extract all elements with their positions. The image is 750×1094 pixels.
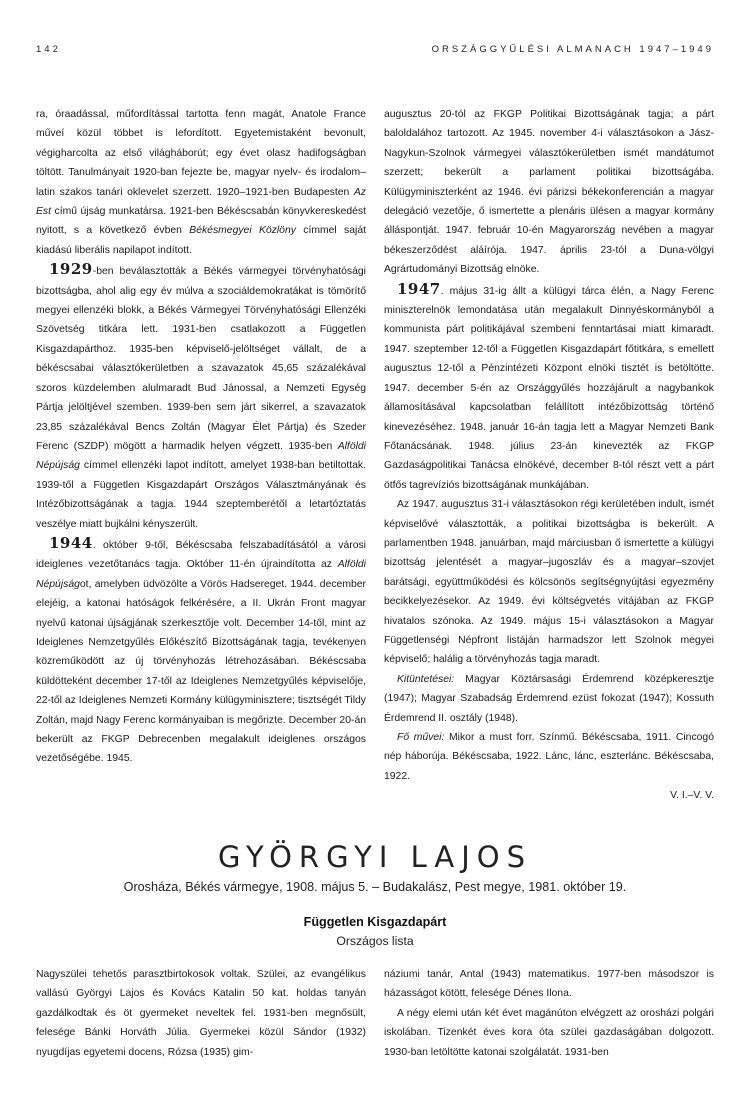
entry-name: GYÖRGYI LAJOS — [217, 840, 533, 874]
works-label: Fő művei: — [397, 732, 445, 743]
page-number: 142 — [36, 44, 61, 55]
running-title: ORSZÁGGYŰLÉSI ALMANACH 1947–1949 — [431, 44, 714, 55]
awards-paragraph — [384, 670, 714, 728]
entry-list: Országos lista — [336, 934, 414, 948]
newspaper-title: Az Est — [36, 186, 366, 218]
right-column-bottom — [384, 965, 714, 1062]
paragraph — [36, 105, 366, 260]
author-signature: V. I.–V. V. — [670, 790, 714, 802]
right-column-top — [384, 105, 714, 806]
left-column-top — [36, 105, 366, 769]
year-marker: 1944 — [49, 533, 93, 552]
paragraph — [36, 260, 366, 534]
text-run: Magyar Köztársasági Érdemrend középkeresztje (1947); Magyar Szabadság Érdemrend ezüst fokozat (1947); Kossuth Érdemrend II. osztály (1948). — [384, 673, 714, 724]
entry-party: Független Kisgazdapárt — [303, 915, 447, 929]
text-run: Mikor a must forr. Színmű. Békéscsaba, 1911. Cincogó nép háborúja. Békéscsaba, 1922. Lánc, lánc, eszterlánc. Békéscsaba, 1922. — [384, 732, 714, 782]
text-run: című újság munkatársa. 1921-ben Békéscsabán könyvkereskedést nyitott, s a következő évben — [36, 206, 366, 237]
paragraph — [384, 280, 714, 495]
newspaper-title: Alföldi Népújság — [36, 559, 366, 590]
paragraph: A négy elemi után két évet magánúton elvégzett az orosházi polgári iskolában. Tizenkét éves kora óta szülei gazdaságában dolgozott. 1930-ban letöltötte katonai szolgálatát. 1931-ben — [384, 1007, 714, 1058]
paragraph: augusztus 20-tól az FKGP Politikai Bizottságának tagja; a párt baloldalához tartozott. Az 1945. november 4-i választásokon a Jász-Nagykun-Szolnok vármegyei választókerületben ismét mandátumot szerzett; bekerült a parlament politikai bizottságába. Külügyminiszterként az 1946. évi párizsi békekonferencián a magyar delegáció vezetője, ő ismertette a plenáris ülésen a magyar kormány álláspontját. 1947. február 10-én Magyarország nevében a magyar békeszerződést aláírója. 1947. április 23-tól a Duna-völgyi Agrártudományi Bizottság elnöke. — [384, 109, 714, 276]
text-run: ra, óraadással, műfordítással tartotta fenn magát, Anatole France műveí közül többet is lefordított. Egyetemistaként bevonult, végigharcolta az első világháborút; egy évet olasz hadifogságban töltött. Tanulmányait 1920-ban fejezte be, magyar nyelv- és irodalom–latin szakos tanári oklevelet szerzett. 1920–1921-ben Budapesten — [36, 109, 366, 198]
paragraph: náziumi tanár, Antal (1943) matematikus. 1977-ben másodszor is házasságot kötött, felesége Dénes Ilona. — [384, 969, 714, 1000]
paragraph: Az 1947. augusztus 31-i választásokon régi kerületében indult, ismét képviselővé választották, a politikai bizottságba is bekerült. A parlamentben 1948. januárban, majd márciusban ő ismertette a külügyi bizottság jelentését a magyar–jugoszláv és a magyar–szovjet barátsági, együttműködési és kölcsönös segítségnyújtási egyezmény becikkelyezésekor. Az 1949. évi költségvetés vitájában az FKGP hivatalos szónoka. Az 1949. május 15-i választásokon a Magyar Függetlenségi Népfront listáján harmadszor lett Szolnok megyei képviselő; halálig a törvényhozás tagja maradt. — [384, 499, 714, 666]
paragraph: Nagyszülei tehetős parasztbirtokosok voltak. Szülei, az evangélikus vallású Györgyi Lajos és Kovács Katalin 50 kat. holdas tanyán gazdálkodtak és öt gyermeket neveltek fel. 1931-ben megnősült, felesége Bánki Horváth Júlia. Gyermekei közül Sándor (1932) nyugdíjas egyetemi docens, Rózsa (1935) gim- — [36, 969, 366, 1058]
text-run: címmel saját kiadású liberális napilapot indított. — [36, 225, 366, 256]
running-head — [36, 44, 714, 55]
newspaper-title: Alföldi Népújság — [36, 440, 366, 472]
text-run: . május 31-ig állt a külügyi tárca élén, a Nagy Ferenc miniszterelnök lemondatása után megalakult Dinnyéskormányból a kommunista párt politikájával szembeni fenntartásai miatt kimaradt. 1947. szeptember 12-től a Független Kisgazdapárt főtitkára, s emellett augusztus 12-től a Pénzintézeti Központ elnöki tisztét is betöltötte. 1947. december 5-én az Országgyűlés hozzájárult a nagybankok államosításával kapcsolatban felállított intézőbizottság történő kinevezéséhez. 1948. január 16-án tagja lett a Magyar Nemzeti Bank Főtanácsának. 1948. július 23-án kinevezték az FKGP Gazdaságpolitikai Tanácsa elnökévé, december 8-tól részt vett a párt ötfős tagrevíziós bizottságának munkájában. — [384, 285, 714, 491]
text-run: . október 9-től, Békéscsaba felszabadításától a városi ideiglenes vezetőtanács tagja. Október 11-én újraindította az — [36, 539, 366, 571]
text-run: címmel ellenzéki lapot indított, amelyet 1938-ban betiltottak. 1939-től a Független Kisgazdapárt Országos Választmányának és Intézőbizottságának a tagja. 1944 szeptemberétől a letartóztatás veszélye miatt bujkálni kényszerült. — [36, 460, 366, 530]
paragraph — [36, 534, 366, 769]
year-marker: 1947 — [397, 279, 441, 298]
entry-birth-death: Orosháza, Békés vármegye, 1908. május 5. – Budakalász, Pest megye, 1981. október 19. — [123, 880, 627, 894]
text-run: ot, amelyben üdvözölte a Vörös Hadsereget. 1944. december elejéig, a katonai hatóságok felkérésére, a II. Ukrán Front magyar nyelvű katonai újságjának szerkesztője volt. December 14-től, mint az Ideiglenes Nemzetgyűlés Előkészítő Bizottságának tagja, tevékenyen közreműködött az új törvényhozás létrehozásában. Békéscsaba küldötteként december 17-től az Ideiglenes Nemzetgyűlés képviselője, 22-től az Ideiglenes Nemzeti Kormány külügyminisztere; tisztségét Tildy Zoltán, majd Nagy Ferenc kormányaiban is megőrizte. December 20-án bekerült az FKGP Debrecenben megalakult ideiglenes országos vezetőségébe. 1945. — [36, 578, 366, 765]
year-marker: 1929 — [49, 260, 93, 279]
text-run: -ben beválasztották a Békés vármegyei törvényhatósági bizottságba, ahol alig egy év múlva a szociáldemokratákat is tömörítő megyei ellenzéki blokk, a Békés Vármegyei Törvényhatósági Ellenzéki Szövetség titkára lett. 1931-ben csatlakozott a Független Kisgazdapárthoz. 1935-ben képviselő-jelöltséget vállalt, de a békéscsabai választókerületben a szavazatok 45,65 százalékával szoros küzdelemben alulmaradt Bud Jánossal, a Nemzeti Egység Pártja jelöltjével szemben. 1939-ben sem járt sikerrel, a szavazatok 23,85 százalékával Bencs Zoltán (Magyar Élet Pártja) és Szeder Ferenc (SZDP) mögött a harmadik helyen végzett. 1935-ben — [36, 266, 366, 452]
newspaper-title: Békésmegyei Közlöny — [189, 225, 296, 237]
works-paragraph — [384, 728, 714, 786]
left-column-bottom — [36, 965, 366, 1062]
awards-label: Kitüntetései: — [397, 673, 455, 685]
